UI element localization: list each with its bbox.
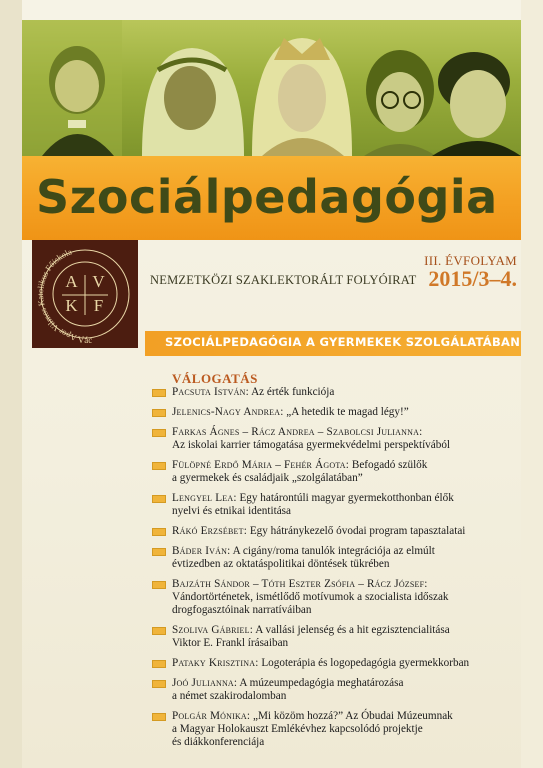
logo-city: Vác <box>77 335 93 345</box>
toc-entry <box>150 525 522 538</box>
toc-entry-first-line <box>172 525 522 538</box>
toc-entry-first-line <box>172 459 522 472</box>
toc-author: Bajzáth Sándor – Tóth Eszter Zsófia – Rácz József: <box>172 578 428 590</box>
bullet-icon <box>152 581 166 589</box>
toc-entry-first-line <box>172 545 522 558</box>
toc-entry <box>150 459 522 485</box>
logo-letter: F <box>93 296 104 315</box>
toc-author: Pataky Krisztina: <box>172 657 259 669</box>
toc-entry-first-line <box>172 406 522 419</box>
scan-margin-left <box>0 0 22 768</box>
bullet-icon <box>152 660 166 668</box>
toc-entry <box>150 492 522 518</box>
toc-title-line: évtizedben az oktatáspolitikai döntések tükrében <box>172 558 390 570</box>
journal-title: Szociálpedagógia <box>36 170 498 224</box>
toc-entry <box>150 657 522 670</box>
toc-title-line: Az iskolai karrier támogatása gyermekvédelmi perspektívából <box>172 439 451 451</box>
portrait-band <box>22 20 521 156</box>
bullet-icon <box>152 680 166 688</box>
volume-label: III. ÉVFOLYAM <box>424 253 517 268</box>
toc-entry <box>150 426 522 452</box>
toc-author: Joó Julianna: <box>172 677 238 689</box>
toc-title-line: „Mi közöm hozzá?” Az Óbudai Múzeumnak <box>253 710 453 722</box>
bullet-icon <box>152 495 166 503</box>
toc-title-line: a Magyar Holokauszt Emlékévhez kapcsolódó projektje <box>172 723 423 735</box>
toc-author: Lengyel Lea: <box>172 492 237 504</box>
toc-author: Polgár Mónika: <box>172 710 251 722</box>
table-of-contents <box>150 386 522 749</box>
toc-entry-first-line <box>172 386 522 399</box>
toc-entry <box>150 710 522 749</box>
toc-entry-first-line <box>172 710 522 723</box>
theme-text: SZOCIÁLPEDAGÓGIA A GYERMEKEK SZOLGÁLATÁBAN <box>165 335 521 349</box>
toc-title-line: drogfogasztóinak narratíváiban <box>172 604 312 616</box>
toc-title-line: Egy hátránykezelő óvodai program tapasztalatai <box>249 525 466 537</box>
toc-entry <box>150 406 522 419</box>
toc-entry-first-line <box>172 578 522 591</box>
portraits-image <box>22 20 521 156</box>
toc-title-line: Logoterápia és logopedagógia gyermekkorban <box>261 657 470 669</box>
bullet-icon <box>152 409 166 417</box>
toc-entry-first-line <box>172 426 522 439</box>
toc-entry-first-line <box>172 624 522 637</box>
bullet-icon <box>152 462 166 470</box>
toc-author: Jelenics-Nagy Andrea: <box>172 406 284 418</box>
toc-title-line: nyelvi és etnikai identitása <box>172 505 291 517</box>
toc-author: Báder Iván: <box>172 545 231 557</box>
issue-number: 2015/3–4. <box>428 266 517 291</box>
toc-title-line: Befogadó szülők <box>351 459 428 471</box>
logo-letter: V <box>92 272 105 291</box>
toc-title-line: Viktor E. Frankl írásaiban <box>172 637 289 649</box>
bullet-icon <box>152 528 166 536</box>
college-logo <box>32 240 138 348</box>
toc-entry <box>150 386 522 399</box>
toc-title-line: A cigány/roma tanulók integrációja az elmúlt <box>232 545 435 557</box>
toc-entry <box>150 677 522 703</box>
toc-author: Pacsuta István: <box>172 386 249 398</box>
bullet-icon <box>152 627 166 635</box>
toc-author: Rákó Erzsébet: <box>172 525 248 537</box>
toc-entry <box>150 624 522 650</box>
bullet-icon <box>152 389 166 397</box>
bullet-icon <box>152 429 166 437</box>
logo-letter: K <box>65 296 78 315</box>
toc-entry <box>150 545 522 571</box>
scan-margin-right <box>521 0 543 768</box>
portrait-woman-glasses <box>364 50 436 156</box>
bullet-icon <box>152 713 166 721</box>
toc-title-line: „A hetedik te magad légy!” <box>286 406 409 418</box>
theme-banner <box>145 331 521 356</box>
toc-author: Farkas Ágnes – Rácz Andrea – Szabolcsi Julianna: <box>172 426 423 438</box>
toc-entry <box>150 578 522 617</box>
logo-letter: A <box>65 272 78 291</box>
toc-entry-first-line <box>172 677 522 690</box>
toc-title-line: Egy határontúli magyar gyermekotthonban élők <box>239 492 454 504</box>
logo-monogram <box>58 270 112 318</box>
toc-title-line: a gyermekek és családjaik „szolgálatában” <box>172 472 363 484</box>
section-heading: VÁLOGATÁS <box>172 371 258 386</box>
toc-author: Szoliva Gábriel: <box>172 624 254 636</box>
logo-ring-text: Apor Vilmos Katolikus Főiskola <box>35 246 78 344</box>
portrait-nun <box>142 48 244 156</box>
toc-title-line: a német szakirodalomban <box>172 690 287 702</box>
toc-author: Fülöpné Erdő Mária – Fehér Ágota: <box>172 459 350 471</box>
toc-title-line: Az érték funkciója <box>251 386 335 398</box>
toc-title-line: A múzeumpedagógia meghatározása <box>239 677 404 689</box>
portrait-old-priest <box>432 52 521 156</box>
bullet-icon <box>152 548 166 556</box>
journal-subtitle: NEMZETKÖZI SZAKLEKTORÁLT FOLYÓIRAT <box>150 273 417 287</box>
toc-title-line: és diákkonferenciája <box>172 736 265 748</box>
toc-entry-first-line <box>172 492 522 505</box>
toc-title-line: Vándortörténetek, ismétlődő motívumok a szocialista időszak <box>172 591 449 603</box>
toc-entry-first-line <box>172 657 522 670</box>
toc-title-line: A vallási jelenség és a hit egzisztencialitása <box>255 624 450 636</box>
portrait-saint <box>252 38 352 156</box>
portrait-priest <box>22 20 122 156</box>
